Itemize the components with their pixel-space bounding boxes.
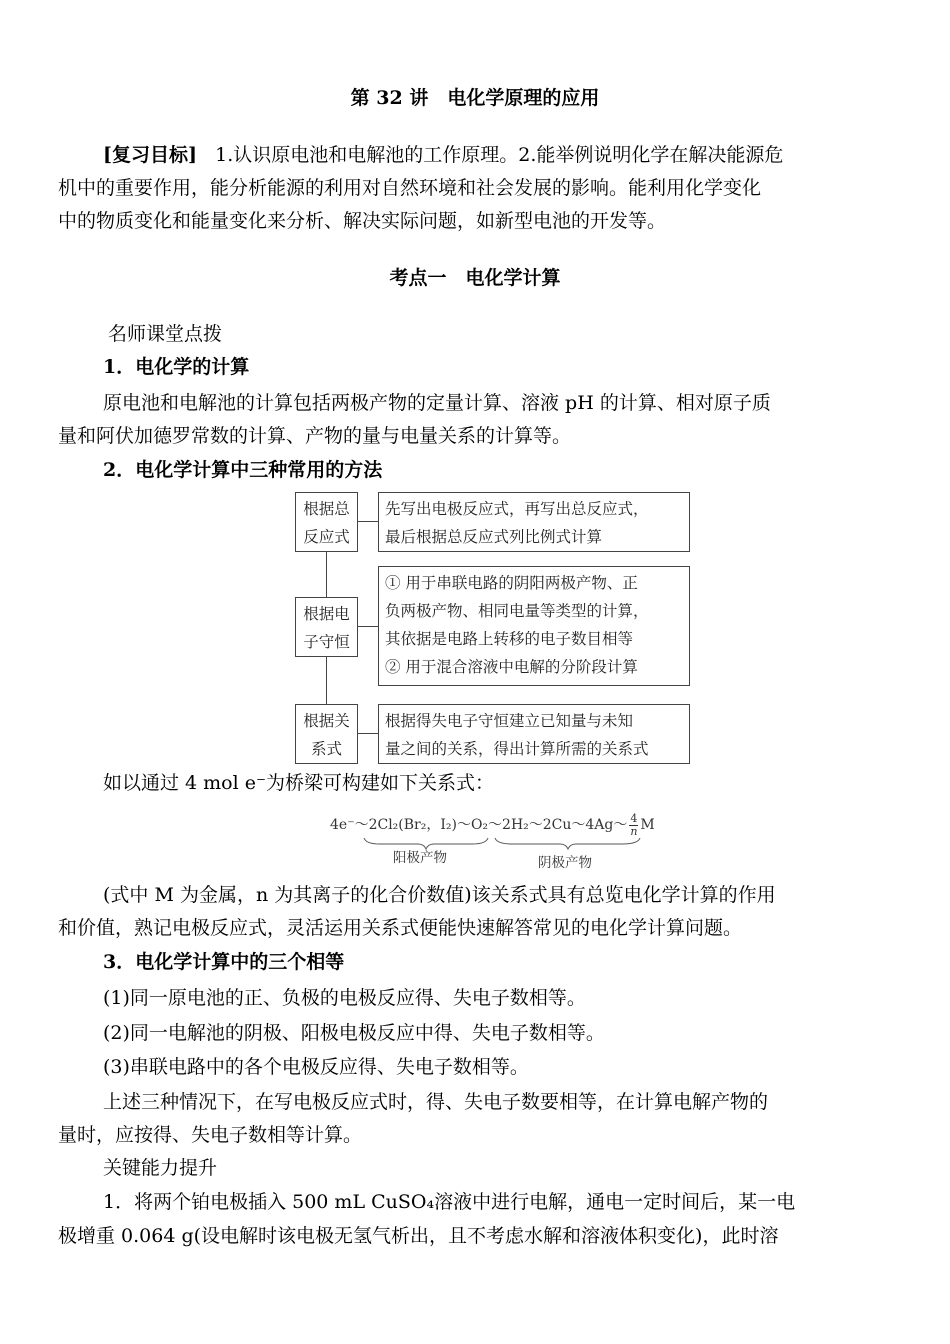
question-1-line2: 极增重 0.064 g(设电解时该电极无氢气析出，且不考虑水解和溶液体积变化)，此时溶	[58, 1225, 779, 1247]
method-1-desc-line1: 先写出电极反应式，再写出总反应式，	[385, 500, 649, 518]
summary-line2: 量时，应按得、失电子数相等计算。	[58, 1124, 363, 1146]
method-2-connector	[358, 626, 378, 627]
method-3-label-line2: 系式	[310, 740, 342, 758]
method-3-desc-line1: 根据得失电子守恒建立已知量与未知	[385, 712, 634, 730]
equality-2: (2)同一电解池的阴极、阳极电极反应中得、失电子数相等。	[103, 1022, 605, 1044]
note-line2: 和价值，熟记电极反应式，灵活运用关系式便能快速解答常见的电化学计算问题。	[58, 917, 743, 939]
method-1-desc-box	[378, 492, 690, 552]
method-3-label-box	[295, 704, 358, 764]
method-3-desc-box	[378, 704, 690, 764]
equality-3: (3)串联电路中的各个电极反应得、失电子数相等。	[103, 1056, 529, 1078]
section-title: 考点一 电化学计算	[389, 267, 561, 289]
fraction-numerator: 4	[630, 811, 638, 825]
method-2-label-line1: 根据电	[303, 605, 350, 623]
method-2-label-box	[295, 597, 358, 657]
method-1-label-line1: 根据总	[303, 500, 350, 518]
review-goal-line2: 机中的重要作用，能分析能源的利用对自然环境和社会发展的影响。能利用化学变化	[58, 177, 762, 199]
heading-1: 1．电化学的计算	[103, 356, 250, 378]
method-2-desc-line2: 负两极产物、相同电量等类型的计算，	[385, 602, 649, 620]
teacher-tips-heading: 名师课堂点拨	[108, 323, 223, 345]
paragraph-1-line2: 量和阿伏加德罗常数的计算、产物的量与电量关系的计算等。	[58, 425, 572, 447]
method-3-label-line1: 根据关	[303, 712, 350, 730]
heading-3: 3．电化学计算中的三个相等	[103, 951, 345, 973]
method-1-connector	[358, 521, 378, 522]
key-ability-heading: 关键能力提升	[103, 1157, 218, 1179]
method-2-desc-line3: 其依据是电路上转移的电子数目相等	[385, 630, 634, 648]
equality-1: (1)同一原电池的正、负极的电极反应得、失电子数相等。	[103, 987, 586, 1009]
method-3-desc-line2: 量之间的关系，得出计算所需的关系式	[385, 740, 649, 758]
review-goal-line3: 中的物质变化和能量变化来分析、解决实际问题，如新型电池的开发等。	[58, 210, 667, 232]
relation-formula-line	[330, 812, 655, 838]
cathode-product-label: 阴极产物	[538, 855, 592, 871]
method-1-label-line2: 反应式	[303, 528, 350, 546]
formula-fraction	[629, 813, 638, 838]
anode-product-label: 阳极产物	[393, 850, 447, 866]
method-3-connector	[358, 733, 378, 734]
cathode-brace	[495, 838, 640, 849]
note-line1: (式中 M 为金属，n 为其离子的化合价数值)该关系式具有总览电化学计算的作用	[103, 884, 776, 906]
formula-right: M	[640, 817, 655, 833]
method-1-label-box	[295, 492, 358, 552]
method-2-desc-line1: ① 用于串联电路的阴阳两极产物、正	[385, 574, 638, 592]
page-title: 第 32 讲 电化学原理的应用	[350, 87, 600, 109]
review-goal-text1: 1.认识原电池和电解池的工作原理。2.能举例说明化学在解决能源危	[215, 144, 784, 166]
summary-line1: 上述三种情况下，在写电极反应式时，得、失电子数要相等，在计算电解产物的	[103, 1091, 769, 1113]
method-1-desc-line2: 最后根据总反应式列比例式计算	[385, 528, 603, 546]
method-2-desc-line4: ② 用于混合溶液中电解的分阶段计算	[385, 658, 638, 676]
review-goal-line1	[103, 143, 783, 167]
heading-2: 2．电化学计算中三种常用的方法	[103, 459, 383, 481]
review-goal-label: [复习目标]	[103, 144, 197, 166]
relation-intro: 如以通过 4 mol e⁻为桥梁可构建如下关系式：	[103, 772, 495, 794]
formula-left: 4e⁻～2Cl₂(Br₂，I₂)～O₂～2H₂～2Cu～4Ag～	[330, 817, 628, 833]
paragraph-1-line1: 原电池和电解池的计算包括两极产物的定量计算、溶液 pH 的计算、相对原子质	[103, 392, 771, 414]
method-2-label-line2: 子守恒	[303, 633, 350, 651]
fraction-denominator: n	[630, 824, 638, 838]
question-1-line1: 1．将两个铂电极插入 500 mL CuSO₄溶液中进行电解，通电一定时间后，某一电	[103, 1191, 796, 1213]
method-2-desc-box	[378, 566, 690, 686]
